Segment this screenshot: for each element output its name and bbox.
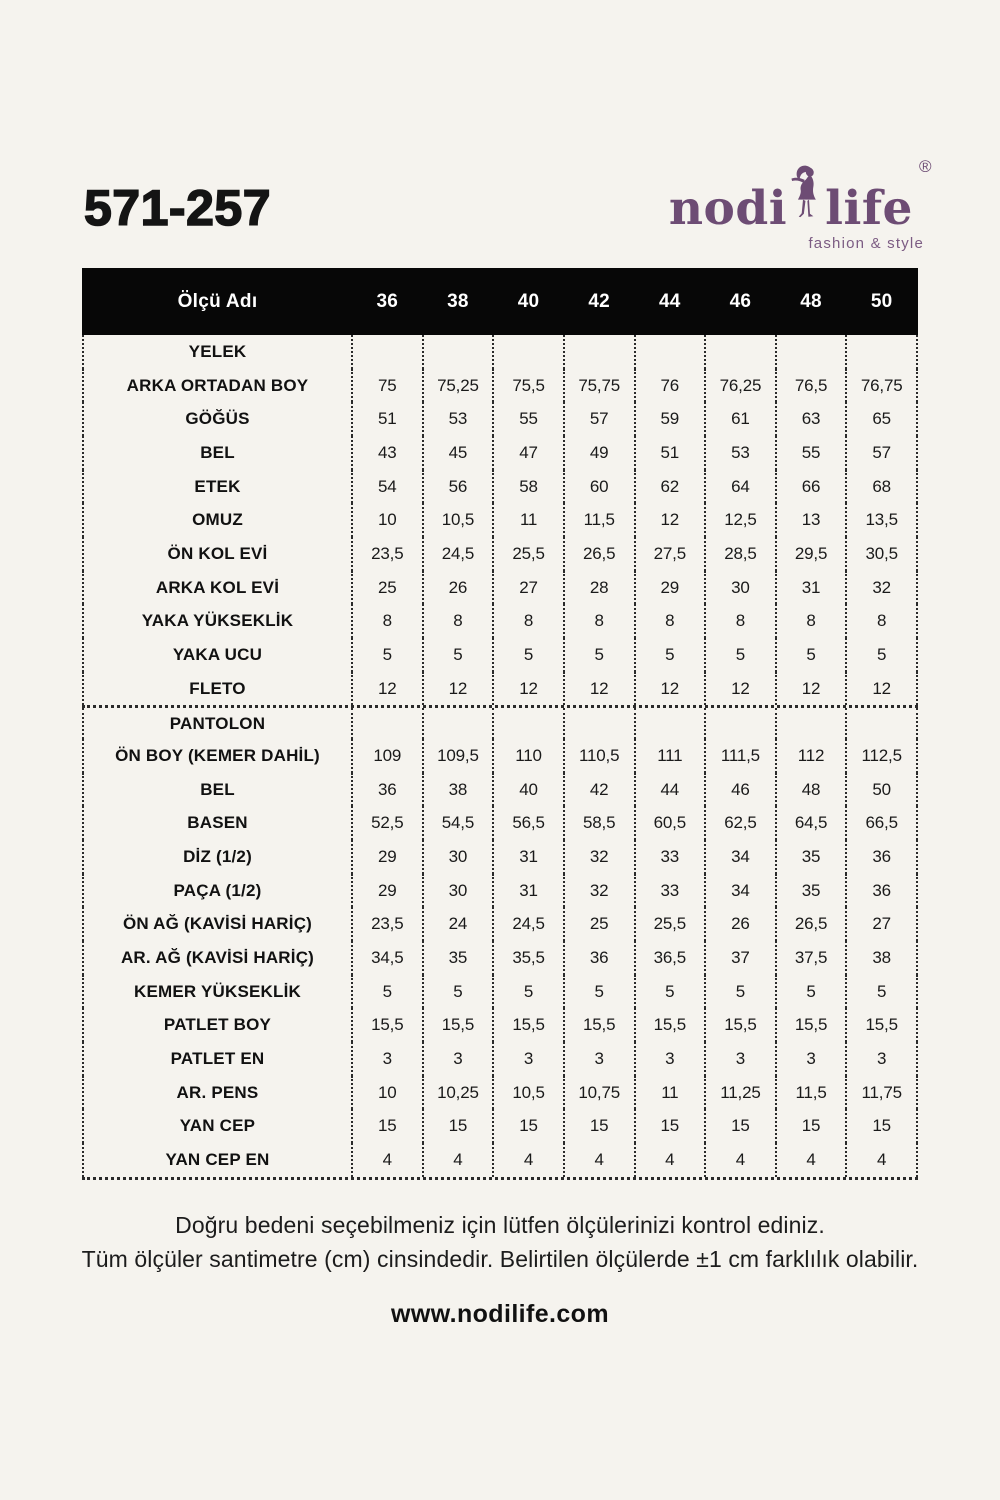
row-label: ÖN AĞ (KAVİSİ HARİÇ) — [82, 907, 353, 941]
measurement-value: 12 — [565, 672, 636, 706]
measurement-value: 62,5 — [706, 806, 777, 840]
row-label: YAKA UCU — [82, 638, 353, 672]
measurement-value: 109,5 — [424, 739, 495, 773]
measurement-value: 37 — [706, 941, 777, 975]
measurement-value: 49 — [565, 436, 636, 470]
measurement-value: 8 — [565, 604, 636, 638]
measurement-value: 36 — [353, 773, 424, 807]
footer-note-line2: Tüm ölçüler santimetre (cm) cinsindedir. Belirtilen ölçülerde ±1 cm farklılık olabilir. — [81, 1246, 919, 1272]
measurement-value: 46 — [706, 773, 777, 807]
measurement-value: 64,5 — [777, 806, 848, 840]
measurement-value: 26,5 — [565, 537, 636, 571]
measurement-value: 11,5 — [777, 1076, 848, 1110]
measurement-value: 5 — [424, 975, 495, 1009]
measurement-value: 12,5 — [706, 503, 777, 537]
table-row — [82, 874, 918, 908]
footer — [0, 1208, 1000, 1329]
registered-trademark-icon: ® — [918, 157, 932, 176]
footer-note-line1: Doğru bedeni seçebilmeniz için lütfen ölçülerinizi kontrol ediniz. — [175, 1212, 825, 1238]
measurement-value: 36 — [565, 941, 636, 975]
measurement-value: 5 — [353, 638, 424, 672]
column-header-measure-name: Ölçü Adı — [177, 290, 258, 312]
logo-text-life: life — [825, 181, 913, 236]
table-section-row — [82, 705, 918, 739]
measurement-value: 40 — [494, 773, 565, 807]
measurement-value: 27 — [847, 907, 918, 941]
row-label: YAKA YÜKSEKLİK — [82, 604, 353, 638]
measurement-value: 15,5 — [424, 1008, 495, 1042]
measurement-value: 5 — [565, 975, 636, 1009]
measurement-value: 31 — [494, 840, 565, 874]
measurement-value: 32 — [847, 571, 918, 605]
measurement-value: 5 — [636, 975, 707, 1009]
column-header-size: 36 — [376, 290, 399, 312]
measurement-value: 44 — [636, 773, 707, 807]
row-label: ARKA ORTADAN BOY — [82, 369, 353, 403]
measurement-value: 76,75 — [847, 369, 918, 403]
column-header-size: 42 — [588, 290, 611, 312]
measurement-value: 15,5 — [847, 1008, 918, 1042]
measurement-value: 3 — [494, 1042, 565, 1076]
measurement-value: 28,5 — [706, 537, 777, 571]
measurement-value: 5 — [777, 975, 848, 1009]
woman-silhouette-icon — [788, 164, 824, 224]
table-row — [82, 604, 918, 638]
measurement-value — [494, 335, 565, 369]
measurement-value: 4 — [777, 1143, 848, 1177]
measurement-value: 35 — [424, 941, 495, 975]
measurement-value: 33 — [636, 840, 707, 874]
measurement-value: 8 — [847, 604, 918, 638]
measurement-value: 34 — [706, 840, 777, 874]
measurement-value: 25,5 — [494, 537, 565, 571]
measurement-value: 61 — [706, 402, 777, 436]
measurement-value — [424, 708, 495, 739]
measurement-value: 24 — [424, 907, 495, 941]
measurement-value: 15 — [636, 1109, 707, 1143]
size-table-body — [82, 335, 918, 1180]
measurement-value: 15,5 — [636, 1008, 707, 1042]
table-row — [82, 840, 918, 874]
row-label: PATLET EN — [82, 1042, 353, 1076]
measurement-value: 53 — [706, 436, 777, 470]
measurement-value: 26,5 — [777, 907, 848, 941]
measurement-value: 15 — [777, 1109, 848, 1143]
measurement-value: 53 — [424, 402, 495, 436]
measurement-value: 36,5 — [636, 941, 707, 975]
measurement-value: 8 — [636, 604, 707, 638]
measurement-value: 15 — [847, 1109, 918, 1143]
measurement-value: 15,5 — [777, 1008, 848, 1042]
table-row — [82, 773, 918, 807]
measurement-value — [353, 708, 424, 739]
measurement-value: 66 — [777, 470, 848, 504]
measurement-value: 4 — [353, 1143, 424, 1177]
measurement-value: 10 — [353, 503, 424, 537]
measurement-value: 75,5 — [494, 369, 565, 403]
row-label: PATLET BOY — [82, 1008, 353, 1042]
measurement-value: 75 — [353, 369, 424, 403]
measurement-value: 11 — [494, 503, 565, 537]
measurement-value: 11,75 — [847, 1076, 918, 1110]
table-row — [82, 537, 918, 571]
measurement-value: 10,5 — [424, 503, 495, 537]
measurement-value: 26 — [706, 907, 777, 941]
measurement-value: 55 — [777, 436, 848, 470]
measurement-value: 23,5 — [353, 537, 424, 571]
measurement-value: 3 — [777, 1042, 848, 1076]
measurement-value: 56 — [424, 470, 495, 504]
measurement-value: 36 — [847, 840, 918, 874]
table-row — [82, 1008, 918, 1042]
measurement-value: 51 — [353, 402, 424, 436]
size-table-header-row — [82, 268, 918, 335]
measurement-value — [424, 335, 495, 369]
measurement-value: 4 — [847, 1143, 918, 1177]
measurement-value: 27 — [494, 571, 565, 605]
measurement-value: 5 — [706, 975, 777, 1009]
measurement-value: 33 — [636, 874, 707, 908]
measurement-value: 38 — [424, 773, 495, 807]
measurement-value: 8 — [353, 604, 424, 638]
measurement-value — [777, 335, 848, 369]
measurement-value — [777, 708, 848, 739]
measurement-value: 24,5 — [424, 537, 495, 571]
measurement-value: 45 — [424, 436, 495, 470]
measurement-value: 110,5 — [565, 739, 636, 773]
measurement-value: 64 — [706, 470, 777, 504]
row-label: YAN CEP EN — [82, 1143, 353, 1177]
measurement-value: 11 — [636, 1076, 707, 1110]
measurement-value — [636, 335, 707, 369]
measurement-value: 12 — [706, 672, 777, 706]
measurement-value: 25,5 — [636, 907, 707, 941]
measurement-value: 47 — [494, 436, 565, 470]
table-row — [82, 369, 918, 403]
measurement-value: 29 — [636, 571, 707, 605]
table-row — [82, 503, 918, 537]
measurement-value: 12 — [777, 672, 848, 706]
measurement-value: 35 — [777, 874, 848, 908]
measurement-value: 23,5 — [353, 907, 424, 941]
measurement-value — [565, 708, 636, 739]
table-row — [82, 806, 918, 840]
measurement-value: 4 — [565, 1143, 636, 1177]
measurement-value: 111 — [636, 739, 707, 773]
measurement-value: 30,5 — [847, 537, 918, 571]
measurement-value: 60 — [565, 470, 636, 504]
measurement-value: 4 — [636, 1143, 707, 1177]
measurement-value: 48 — [777, 773, 848, 807]
measurement-value: 12 — [636, 672, 707, 706]
measurement-value — [706, 708, 777, 739]
measurement-value: 55 — [494, 402, 565, 436]
measurement-value: 109 — [353, 739, 424, 773]
row-label: ÖN KOL EVİ — [82, 537, 353, 571]
row-label: AR. PENS — [82, 1076, 353, 1110]
measurement-value: 5 — [424, 638, 495, 672]
section-label: YELEK — [82, 335, 353, 369]
measurement-value: 3 — [706, 1042, 777, 1076]
measurement-value: 5 — [494, 975, 565, 1009]
column-header-size: 44 — [658, 290, 681, 312]
measurement-value: 5 — [777, 638, 848, 672]
measurement-value: 58 — [494, 470, 565, 504]
measurement-value: 54 — [353, 470, 424, 504]
table-row — [82, 1042, 918, 1076]
measurement-value: 35 — [777, 840, 848, 874]
measurement-value: 112 — [777, 739, 848, 773]
row-label: ÖN BOY (KEMER DAHİL) — [82, 739, 353, 773]
measurement-value — [494, 708, 565, 739]
measurement-value — [636, 708, 707, 739]
measurement-value: 31 — [777, 571, 848, 605]
row-label: PAÇA (1/2) — [82, 874, 353, 908]
table-row — [82, 638, 918, 672]
table-row — [82, 470, 918, 504]
measurement-value: 10,5 — [494, 1076, 565, 1110]
measurement-value: 76,25 — [706, 369, 777, 403]
measurement-value: 27,5 — [636, 537, 707, 571]
measurement-value: 5 — [494, 638, 565, 672]
measurement-value: 3 — [424, 1042, 495, 1076]
measurement-value: 57 — [847, 436, 918, 470]
measurement-value: 110 — [494, 739, 565, 773]
measurement-value: 62 — [636, 470, 707, 504]
measurement-value — [847, 708, 918, 739]
measurement-value: 52,5 — [353, 806, 424, 840]
measurement-value: 35,5 — [494, 941, 565, 975]
measurement-value: 38 — [847, 941, 918, 975]
measurement-value: 68 — [847, 470, 918, 504]
measurement-value: 60,5 — [636, 806, 707, 840]
measurement-value: 5 — [847, 975, 918, 1009]
measurement-value: 26 — [424, 571, 495, 605]
website-url: www.nodilife.com — [391, 1300, 609, 1328]
measurement-value: 11,5 — [565, 503, 636, 537]
measurement-value: 31 — [494, 874, 565, 908]
measurement-value: 112,5 — [847, 739, 918, 773]
measurement-value: 15,5 — [494, 1008, 565, 1042]
product-code: 571-257 — [84, 180, 271, 236]
measurement-value: 10,75 — [565, 1076, 636, 1110]
brand-logo-wordmark — [668, 157, 932, 236]
row-label: BEL — [82, 436, 353, 470]
logo-text-nodi: nodi — [668, 181, 788, 236]
measurement-value: 15 — [353, 1109, 424, 1143]
measurement-value: 25 — [565, 907, 636, 941]
measurement-value: 8 — [777, 604, 848, 638]
measurement-value: 5 — [847, 638, 918, 672]
table-row — [82, 907, 918, 941]
measurement-value: 25 — [353, 571, 424, 605]
measurement-value: 58,5 — [565, 806, 636, 840]
table-row — [82, 975, 918, 1009]
measurement-value: 111,5 — [706, 739, 777, 773]
table-row — [82, 1109, 918, 1143]
measurement-value: 10 — [353, 1076, 424, 1110]
measurement-value: 3 — [353, 1042, 424, 1076]
measurement-value: 56,5 — [494, 806, 565, 840]
measurement-value: 10,25 — [424, 1076, 495, 1110]
row-label: ETEK — [82, 470, 353, 504]
measurement-value: 29 — [353, 840, 424, 874]
measurement-value: 63 — [777, 402, 848, 436]
measurement-value — [706, 335, 777, 369]
measurement-value: 15 — [565, 1109, 636, 1143]
size-table — [82, 268, 918, 1180]
table-row — [82, 941, 918, 975]
measurement-value: 43 — [353, 436, 424, 470]
table-row — [82, 571, 918, 605]
row-label: ARKA KOL EVİ — [82, 571, 353, 605]
measurement-value: 13,5 — [847, 503, 918, 537]
table-row — [82, 436, 918, 470]
measurement-value: 5 — [706, 638, 777, 672]
measurement-value: 11,25 — [706, 1076, 777, 1110]
measurement-value: 34 — [706, 874, 777, 908]
section-label: PANTOLON — [82, 708, 353, 739]
row-label: OMUZ — [82, 503, 353, 537]
measurement-value: 4 — [494, 1143, 565, 1177]
measurement-value: 29 — [353, 874, 424, 908]
measurement-value: 3 — [636, 1042, 707, 1076]
measurement-value: 12 — [494, 672, 565, 706]
column-header-size: 38 — [447, 290, 469, 312]
table-row — [82, 739, 918, 773]
row-label: KEMER YÜKSEKLİK — [82, 975, 353, 1009]
measurement-value: 75,75 — [565, 369, 636, 403]
measurement-value: 30 — [424, 840, 495, 874]
measurement-value: 75,25 — [424, 369, 495, 403]
row-label: BEL — [82, 773, 353, 807]
measurement-value: 57 — [565, 402, 636, 436]
measurement-value: 8 — [706, 604, 777, 638]
measurement-value: 15,5 — [565, 1008, 636, 1042]
measurement-value — [353, 335, 424, 369]
brand-logo — [668, 157, 932, 252]
measurement-value: 30 — [706, 571, 777, 605]
measurement-value: 5 — [636, 638, 707, 672]
measurement-value: 32 — [565, 840, 636, 874]
table-row — [82, 402, 918, 436]
measurement-value: 12 — [636, 503, 707, 537]
row-label: YAN CEP — [82, 1109, 353, 1143]
measurement-value: 51 — [636, 436, 707, 470]
measurement-value: 5 — [353, 975, 424, 1009]
measurement-value — [847, 335, 918, 369]
measurement-value: 30 — [424, 874, 495, 908]
column-header-size: 40 — [517, 290, 540, 312]
row-label: AR. AĞ (KAVİSİ HARİÇ) — [82, 941, 353, 975]
measurement-value: 5 — [565, 638, 636, 672]
measurement-value: 50 — [847, 773, 918, 807]
measurement-value: 54,5 — [424, 806, 495, 840]
measurement-value: 12 — [847, 672, 918, 706]
column-header-size: 50 — [870, 290, 893, 312]
measurement-value: 65 — [847, 402, 918, 436]
measurement-value: 28 — [565, 571, 636, 605]
table-row — [82, 672, 918, 706]
measurement-value: 15,5 — [706, 1008, 777, 1042]
measurement-value: 36 — [847, 874, 918, 908]
measurement-value: 3 — [847, 1042, 918, 1076]
table-section-row — [82, 335, 918, 369]
measurement-value: 4 — [706, 1143, 777, 1177]
measurement-value: 15 — [494, 1109, 565, 1143]
table-row — [82, 1076, 918, 1110]
measurement-value: 76,5 — [777, 369, 848, 403]
measurement-value: 3 — [565, 1042, 636, 1076]
measurement-value: 34,5 — [353, 941, 424, 975]
measurement-value: 15,5 — [353, 1008, 424, 1042]
measurement-value: 29,5 — [777, 537, 848, 571]
row-label: DİZ (1/2) — [82, 840, 353, 874]
row-label: FLETO — [82, 672, 353, 706]
measurement-value: 76 — [636, 369, 707, 403]
column-header-size: 48 — [800, 290, 822, 312]
logo-tagline: fashion & style — [808, 235, 924, 252]
measurement-value: 42 — [565, 773, 636, 807]
measurement-value: 12 — [353, 672, 424, 706]
measurement-value: 15 — [706, 1109, 777, 1143]
measurement-value: 13 — [777, 503, 848, 537]
measurement-value: 8 — [494, 604, 565, 638]
measurement-value: 15 — [424, 1109, 495, 1143]
measurement-value: 4 — [424, 1143, 495, 1177]
table-row — [82, 1143, 918, 1177]
measurement-value: 66,5 — [847, 806, 918, 840]
row-label: BASEN — [82, 806, 353, 840]
column-header-size: 46 — [729, 290, 752, 312]
measurement-value: 24,5 — [494, 907, 565, 941]
row-label: GÖĞÜS — [82, 402, 353, 436]
measurement-value: 8 — [424, 604, 495, 638]
measurement-value: 37,5 — [777, 941, 848, 975]
measurement-value: 32 — [565, 874, 636, 908]
measurement-value: 59 — [636, 402, 707, 436]
measurement-value: 12 — [424, 672, 495, 706]
measurement-value — [565, 335, 636, 369]
